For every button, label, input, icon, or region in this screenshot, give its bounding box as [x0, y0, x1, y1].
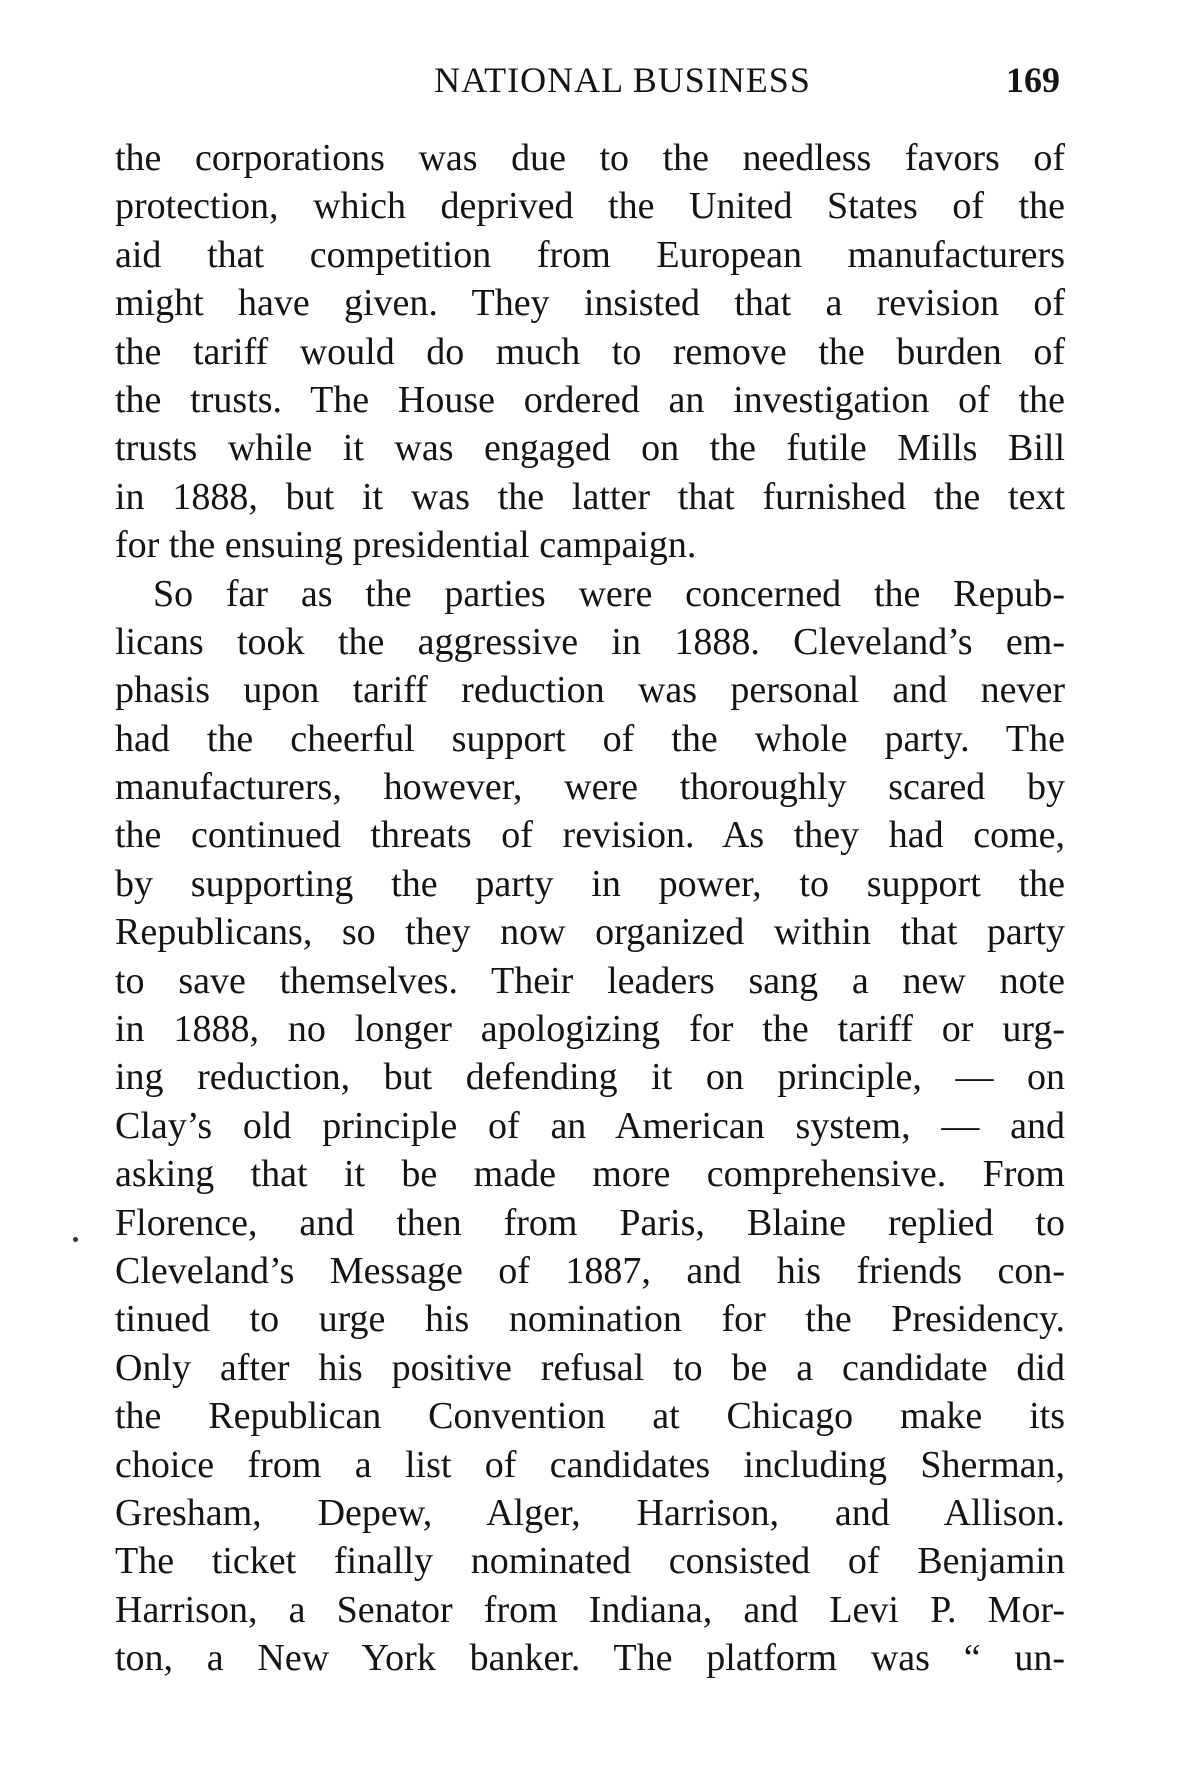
text-line: trusts while it was engaged on the futile Mills Bill: [115, 427, 1065, 470]
text-line: tinued to urge his nomination for the Presidency.: [115, 1298, 1065, 1341]
text-line: asking that it be made more comprehensive. From: [115, 1153, 1065, 1196]
text-line: Clay’s old principle of an American system, — and: [115, 1104, 1065, 1147]
paragraph-2: [115, 570, 1065, 1683]
print-speck: [73, 1237, 78, 1242]
text-line: Harrison, a Senator from Indiana, and Levi P. Mor-: [115, 1588, 1065, 1631]
text-line: aid that competition from European manufacturers: [115, 233, 1065, 276]
text-line: for the ensuing presidential campaign.: [115, 524, 697, 567]
paragraph-1: [115, 134, 1065, 570]
running-title: NATIONAL BUSINESS: [434, 60, 811, 100]
body-text: [115, 134, 1065, 1683]
text-line: So far as the parties were concerned the Repub-: [153, 572, 1065, 615]
text-line: The ticket finally nominated consisted of Benjamin: [115, 1540, 1065, 1583]
text-line: Republicans, so they now organized within that party: [115, 911, 1065, 954]
text-line: ton, a New York banker. The platform was “ un-: [115, 1637, 1065, 1680]
text-line: in 1888, but it was the latter that furnished the text: [115, 475, 1065, 518]
text-line: might have given. They insisted that a revision of: [115, 282, 1065, 325]
text-line: manufacturers, however, were thoroughly scared by: [115, 766, 1065, 809]
text-line: Only after his positive refusal to be a candidate did: [115, 1346, 1065, 1389]
text-line: the corporations was due to the needless favors of: [115, 137, 1065, 179]
text-line: Florence, and then from Paris, Blaine replied to: [115, 1201, 1065, 1244]
text-line: the trusts. The House ordered an investigation of the: [115, 378, 1065, 421]
text-line: in 1888, no longer apologizing for the tariff or urg-: [115, 1008, 1065, 1051]
text-line: Cleveland’s Message of 1887, and his friends con-: [115, 1249, 1065, 1292]
text-line: to save themselves. Their leaders sang a new note: [115, 959, 1065, 1002]
text-line: Gresham, Depew, Alger, Harrison, and Allison.: [115, 1491, 1065, 1534]
text-line: phasis upon tariff reduction was personal and never: [115, 669, 1065, 712]
text-line: had the cheerful support of the whole party. The: [115, 717, 1065, 760]
page-number: 169: [1006, 60, 1060, 100]
text-line: choice from a list of candidates including Sherman,: [115, 1443, 1065, 1486]
text-line: the continued threats of revision. As they had come,: [115, 814, 1065, 857]
text-line: the Republican Convention at Chicago make its: [115, 1395, 1065, 1438]
text-line: licans took the aggressive in 1888. Cleveland’s em-: [115, 620, 1065, 663]
text-line: by supporting the party in power, to support the: [115, 862, 1065, 905]
running-head: [115, 58, 1070, 118]
text-line: protection, which deprived the United States of the: [115, 185, 1065, 228]
text-line: the tariff would do much to remove the burden of: [115, 330, 1065, 373]
text-line: ing reduction, but defending it on principle, — on: [115, 1056, 1065, 1099]
